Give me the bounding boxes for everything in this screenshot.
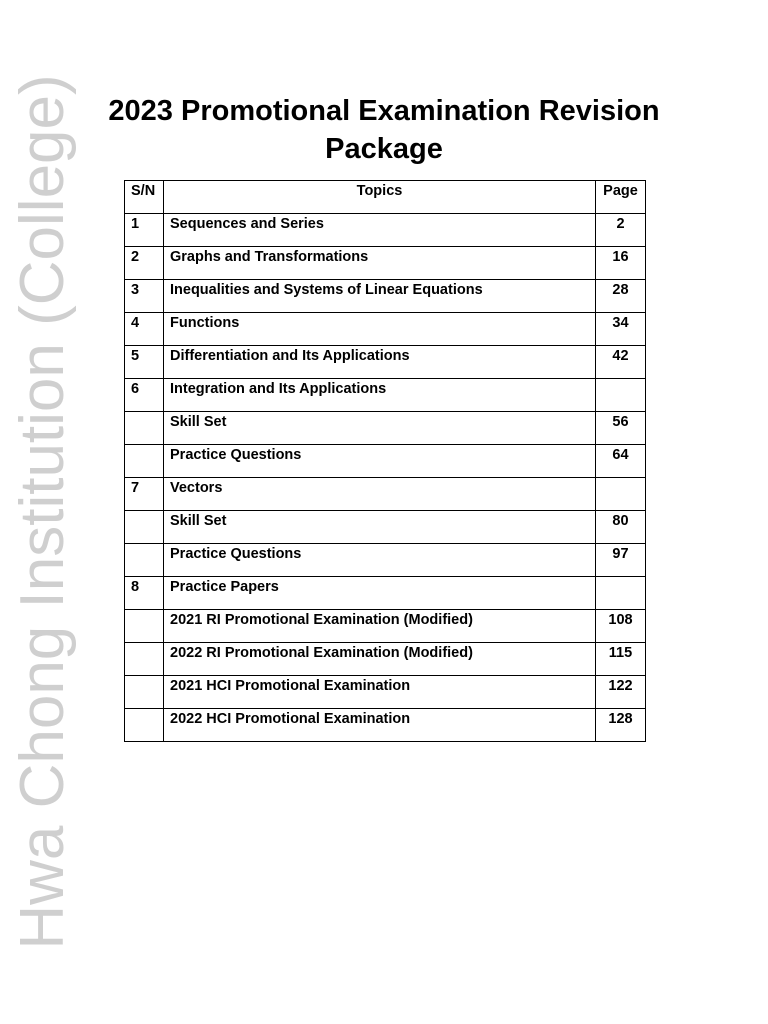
sn-cell: 4 (125, 313, 164, 346)
topic-cell: Integration and Its Applications (164, 379, 596, 412)
page-cell: 42 (596, 346, 646, 379)
sn-cell (125, 610, 164, 643)
table-row (125, 214, 646, 247)
sn-cell (125, 676, 164, 709)
table-row (125, 247, 646, 280)
page-cell: 56 (596, 412, 646, 445)
table-row (125, 346, 646, 379)
topic-cell: Practice Questions (164, 544, 596, 577)
topic-cell: Practice Papers (164, 577, 596, 610)
page-cell: 28 (596, 280, 646, 313)
sn-cell: 8 (125, 577, 164, 610)
topic-cell: Sequences and Series (164, 214, 596, 247)
topic-cell: Vectors (164, 478, 596, 511)
page-cell: 115 (596, 643, 646, 676)
page-cell: 128 (596, 709, 646, 742)
topic-cell: Skill Set (164, 412, 596, 445)
header-sn: S/N (125, 181, 164, 214)
page-title: 2023 Promotional Examination Revision Package (108, 95, 660, 165)
table-row (125, 445, 646, 478)
page-cell: 80 (596, 511, 646, 544)
page-cell: 34 (596, 313, 646, 346)
page-cell: 97 (596, 544, 646, 577)
page-cell (596, 478, 646, 511)
page-cell (596, 379, 646, 412)
page-cell: 64 (596, 445, 646, 478)
table-row (125, 544, 646, 577)
header-topics: Topics (164, 181, 596, 214)
sn-cell: 1 (125, 214, 164, 247)
table-row (125, 478, 646, 511)
topic-cell: Differentiation and Its Applications (164, 346, 596, 379)
table-row (125, 643, 646, 676)
page-cell: 108 (596, 610, 646, 643)
table-row (125, 577, 646, 610)
topic-cell: 2021 HCI Promotional Examination (164, 676, 596, 709)
sn-cell (125, 643, 164, 676)
table-row (125, 280, 646, 313)
sn-cell (125, 511, 164, 544)
topic-cell: 2022 RI Promotional Examination (Modified) (164, 643, 596, 676)
sn-cell (125, 412, 164, 445)
topic-cell: 2022 HCI Promotional Examination (164, 709, 596, 742)
table-row (125, 511, 646, 544)
contents-table (124, 180, 646, 742)
sn-cell (125, 709, 164, 742)
topic-cell: Inequalities and Systems of Linear Equations (164, 280, 596, 313)
table-row (125, 676, 646, 709)
table-header-row (125, 181, 646, 214)
sn-cell: 7 (125, 478, 164, 511)
table-row (125, 379, 646, 412)
table-row (125, 313, 646, 346)
watermark-text: Hwa Chong Institution (College) (8, 74, 77, 950)
sn-cell: 2 (125, 247, 164, 280)
topic-cell: Skill Set (164, 511, 596, 544)
sn-cell (125, 445, 164, 478)
table-row (125, 412, 646, 445)
page-cell: 16 (596, 247, 646, 280)
table-body (125, 214, 646, 742)
header-page: Page (596, 181, 646, 214)
sn-cell (125, 544, 164, 577)
page-cell (596, 577, 646, 610)
table-row (125, 709, 646, 742)
topic-cell: 2021 RI Promotional Examination (Modified) (164, 610, 596, 643)
topic-cell: Practice Questions (164, 445, 596, 478)
page-cell: 122 (596, 676, 646, 709)
sn-cell: 6 (125, 379, 164, 412)
sn-cell: 3 (125, 280, 164, 313)
sn-cell: 5 (125, 346, 164, 379)
topic-cell: Functions (164, 313, 596, 346)
page-cell: 2 (596, 214, 646, 247)
table-row (125, 610, 646, 643)
topic-cell: Graphs and Transformations (164, 247, 596, 280)
